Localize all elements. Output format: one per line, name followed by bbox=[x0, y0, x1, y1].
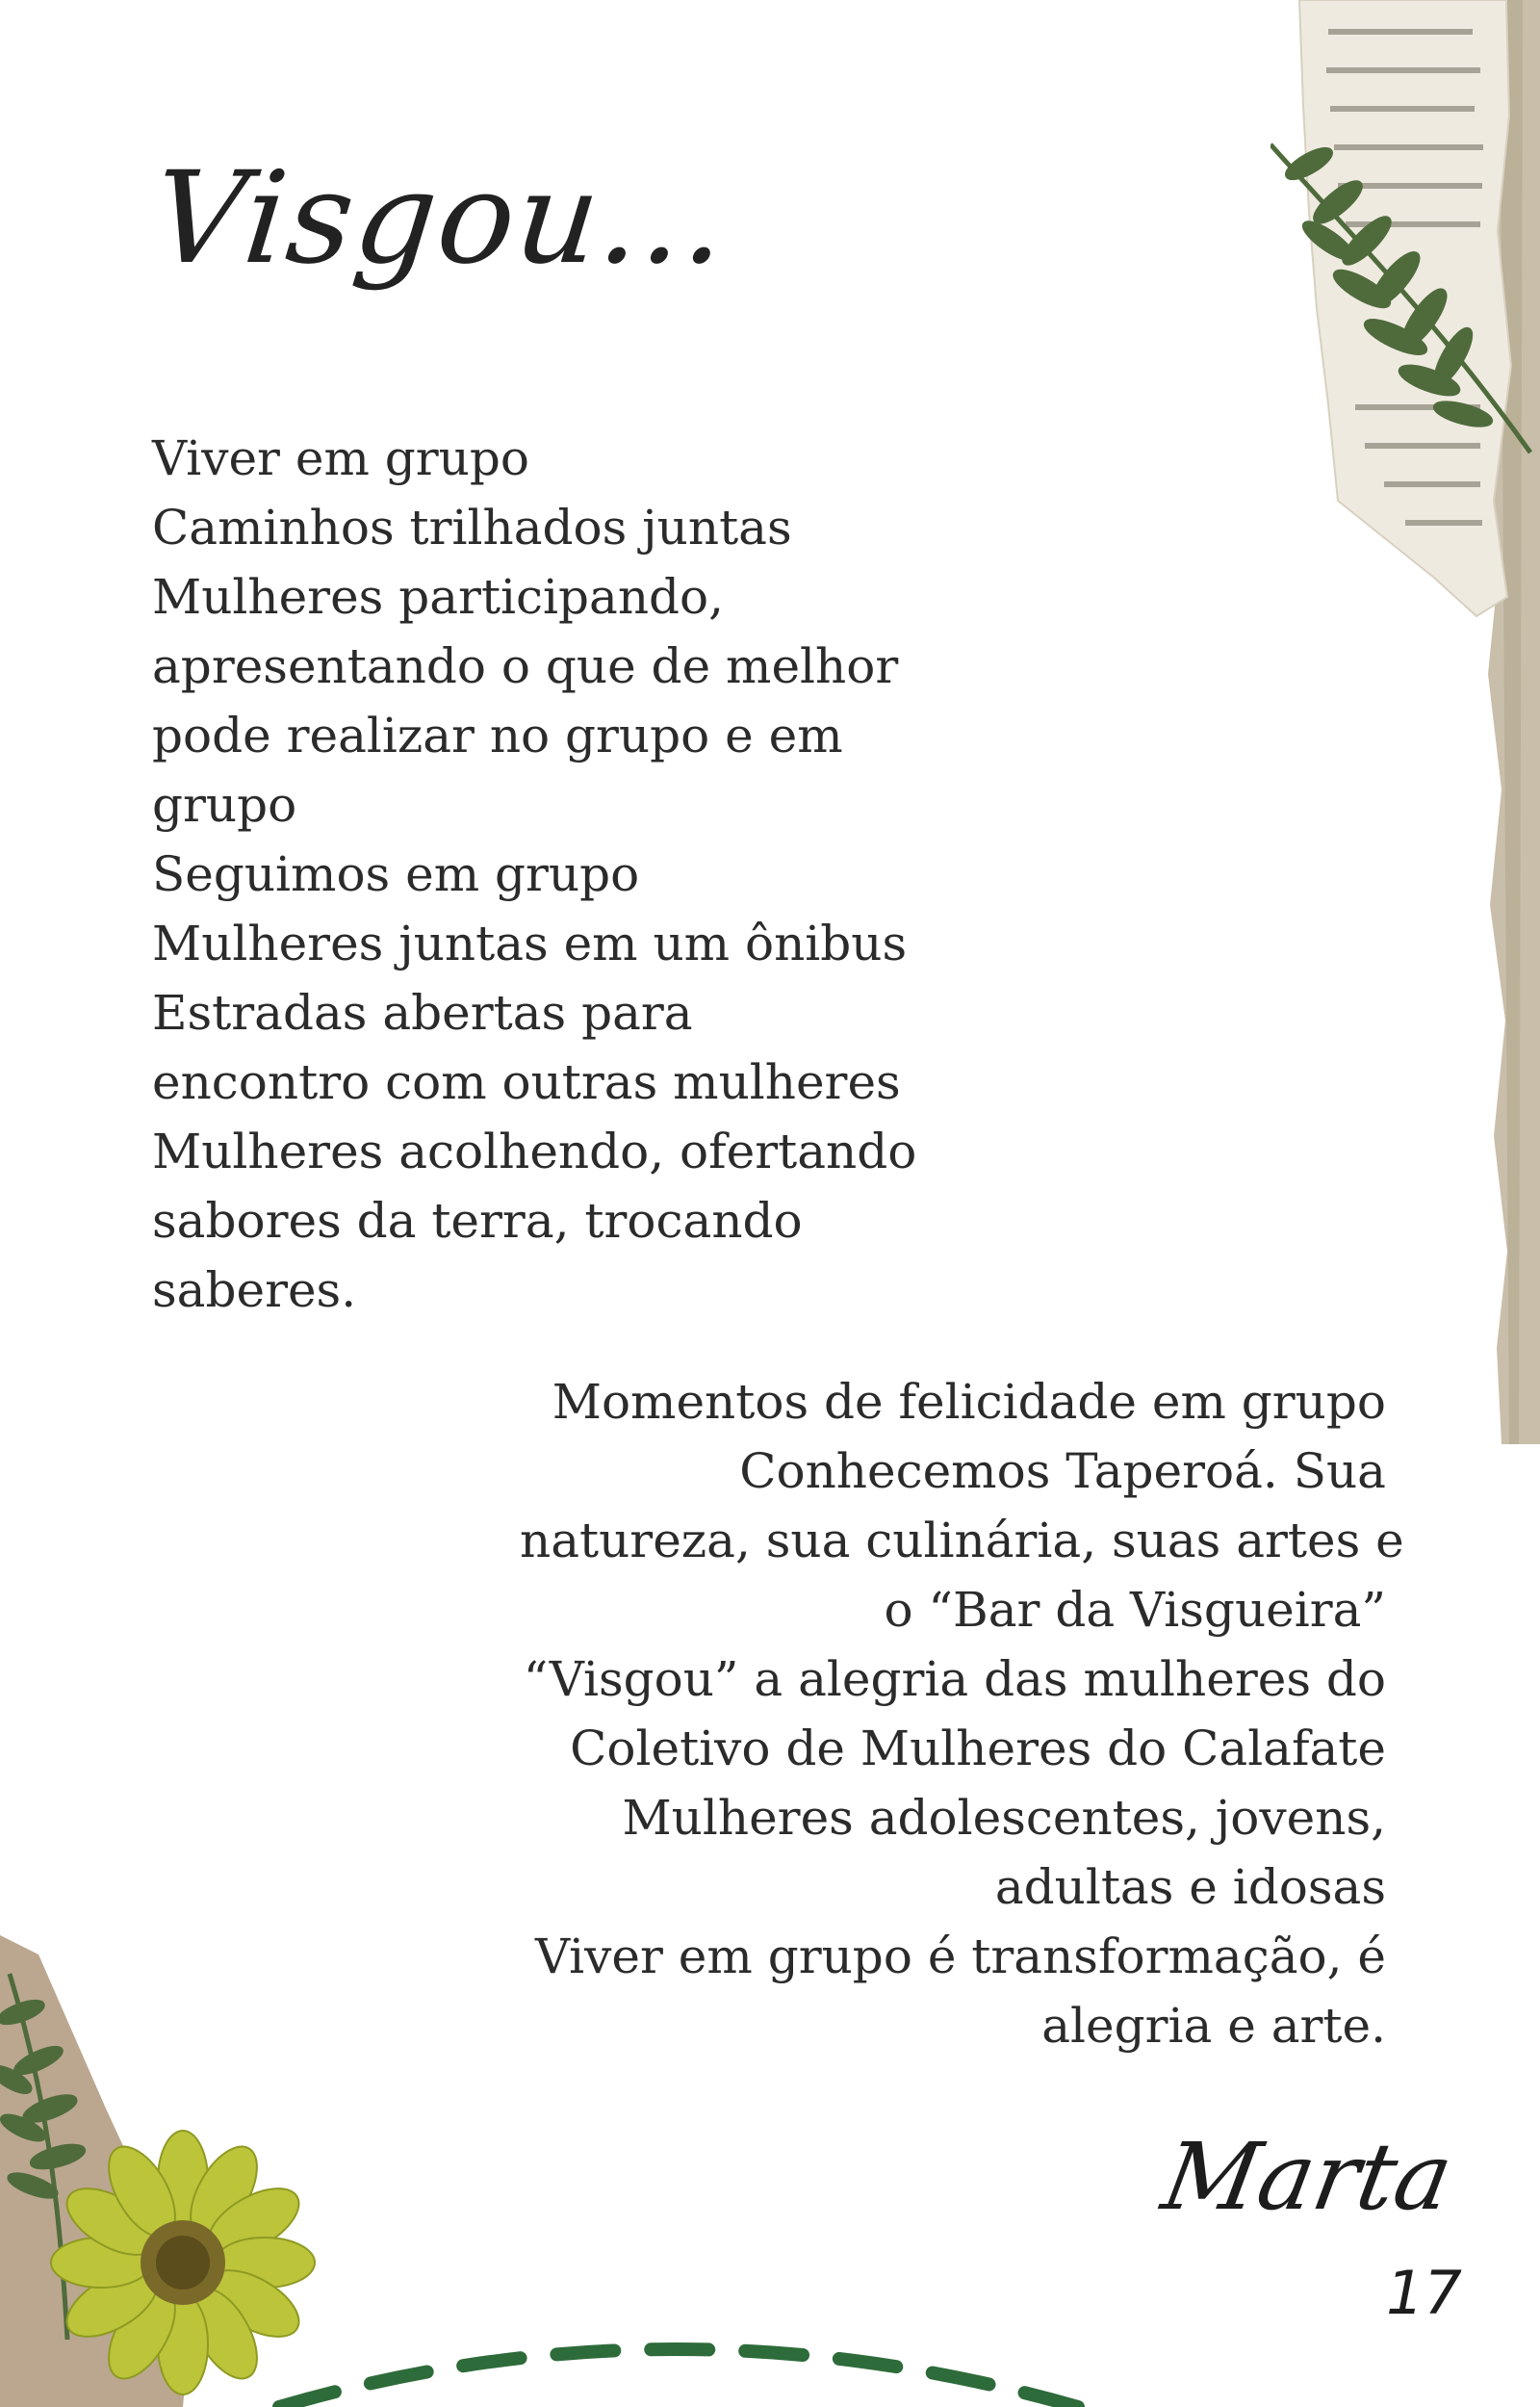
stanza-1 bbox=[152, 424, 941, 1325]
verse-line: Estradas abertas para bbox=[152, 985, 693, 1041]
author-signature: Marta bbox=[1155, 2123, 1461, 2231]
verse-line: grupo bbox=[152, 777, 297, 833]
verse-line: saberes. bbox=[152, 1262, 357, 1318]
verse-line: natureza, sua culinária, suas artes e bbox=[520, 1513, 1404, 1568]
verse-line: encontro com outras mulheres bbox=[152, 1054, 901, 1110]
verse-line: “Visgou” a alegria das mulheres do bbox=[523, 1651, 1386, 1707]
verse-line: Mulheres acolhendo, ofertando bbox=[152, 1124, 917, 1179]
verse-line: Mulheres juntas em um ônibus bbox=[152, 916, 908, 971]
poem-title: Visgou... bbox=[145, 144, 735, 293]
verse-line: alegria e arte. bbox=[1041, 1998, 1386, 2054]
verse-line: Conhecemos Taperoá. Sua bbox=[739, 1443, 1386, 1499]
verse-line: Mulheres adolescentes, jovens, bbox=[622, 1790, 1386, 1846]
verse-line: sabores da terra, trocando bbox=[152, 1193, 803, 1249]
page-number: 17 bbox=[1386, 2258, 1462, 2328]
stanza-2 bbox=[520, 1367, 1404, 2060]
verse-line: o “Bar da Visgueira” bbox=[884, 1582, 1386, 1638]
verse-line: Seguimos em grupo bbox=[152, 846, 640, 902]
verse-line: Momentos de felicidade em grupo bbox=[552, 1374, 1386, 1430]
verse-line: apresentando o que de melhor bbox=[152, 638, 899, 694]
verse-line: Viver em grupo bbox=[152, 430, 529, 486]
verse-line: Viver em grupo é transformação, é bbox=[534, 1928, 1386, 1984]
verse-line: Coletivo de Mulheres do Calafate bbox=[570, 1721, 1386, 1776]
verse-line: Caminhos trilhados juntas bbox=[152, 500, 792, 556]
dashed-arc bbox=[0, 2272, 1540, 2407]
verse-line: Mulheres participando, bbox=[152, 569, 725, 625]
collage-top-right bbox=[1270, 0, 1540, 1444]
verse-line: adultas e idosas bbox=[994, 1859, 1386, 1915]
verse-line: pode realizar no grupo e em bbox=[152, 708, 843, 764]
